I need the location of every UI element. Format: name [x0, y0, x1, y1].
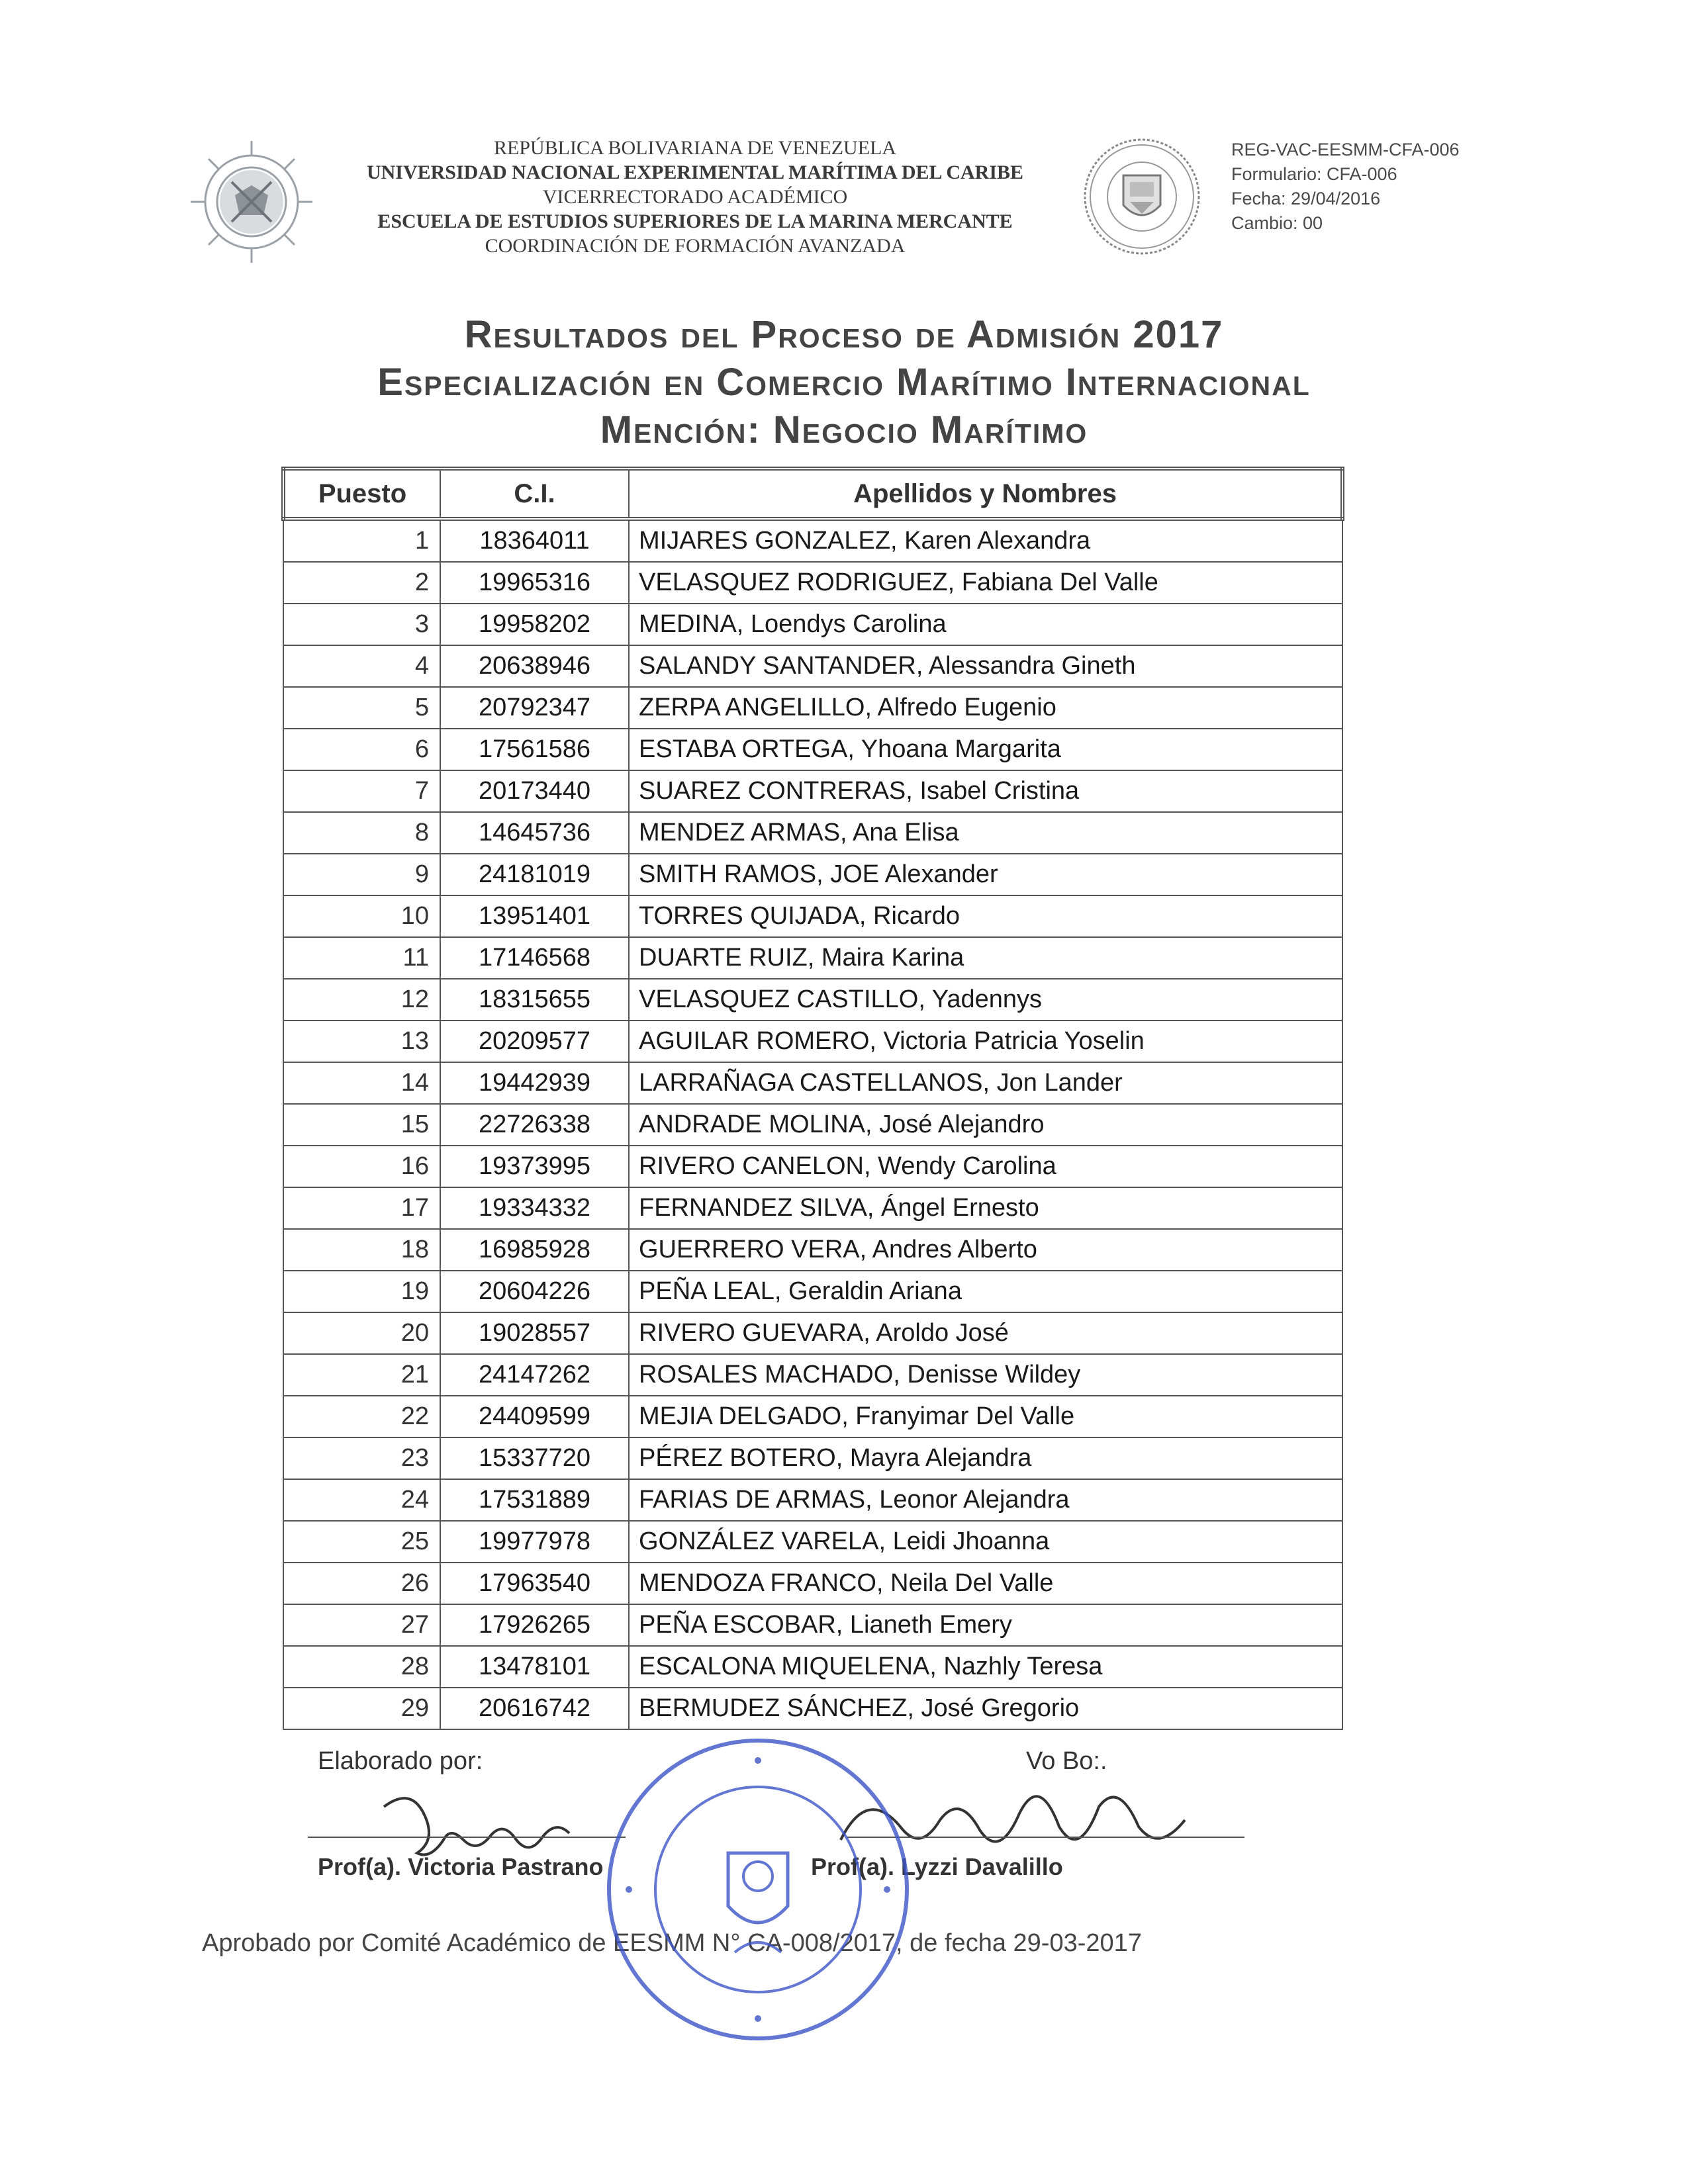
row-id-number: 19958202: [440, 604, 629, 645]
prepared-by-label: Elaborado por:: [318, 1747, 483, 1775]
row-id-number: 18315655: [440, 979, 629, 1021]
row-position: 21: [283, 1354, 440, 1396]
table-row: [283, 1563, 1342, 1604]
program-title: Especialización en Comercio Marítimo Internacional: [377, 361, 1311, 404]
table-row: [283, 687, 1342, 729]
row-full-name: LARRAÑAGA CASTELLANOS, Jon Lander: [629, 1062, 1342, 1104]
results-title: Resultados del Proceso de Admisión 2017: [464, 313, 1224, 356]
row-full-name: ROSALES MACHADO, Denisse Wildey: [629, 1354, 1342, 1396]
row-full-name: MENDOZA FRANCO, Neila Del Valle: [629, 1563, 1342, 1604]
table-row: [283, 1146, 1342, 1187]
handwritten-signature-icon: [371, 1774, 583, 1866]
row-id-number: 24409599: [440, 1396, 629, 1437]
row-id-number: 20616742: [440, 1688, 629, 1729]
row-position: 3: [283, 604, 440, 645]
table-row: [283, 1604, 1342, 1646]
row-id-number: 20604226: [440, 1271, 629, 1312]
row-id-number: 13951401: [440, 895, 629, 937]
form-code: Formulario: CFA-006: [1231, 164, 1397, 184]
row-position: 24: [283, 1479, 440, 1521]
row-full-name: ESTABA ORTEGA, Yhoana Margarita: [629, 729, 1342, 770]
row-id-number: 22726338: [440, 1104, 629, 1146]
row-id-number: 18364011: [440, 519, 629, 562]
table-row: [283, 937, 1342, 979]
header-name: Apellidos y Nombres: [629, 469, 1342, 519]
signature-line-prepared: [308, 1837, 626, 1838]
row-full-name: RIVERO GUEVARA, Aroldo José: [629, 1312, 1342, 1354]
row-id-number: 20173440: [440, 770, 629, 812]
row-position: 26: [283, 1563, 440, 1604]
table-row: [283, 604, 1342, 645]
row-full-name: PEÑA LEAL, Geraldin Ariana: [629, 1271, 1342, 1312]
row-position: 10: [283, 895, 440, 937]
republic-line: REPÚBLICA BOLIVARIANA DE VENEZUELA: [493, 137, 897, 159]
row-id-number: 17963540: [440, 1563, 629, 1604]
row-id-number: 14645736: [440, 812, 629, 854]
row-id-number: 19442939: [440, 1062, 629, 1104]
mention-title: Mención: Negocio Marítimo: [600, 408, 1088, 451]
row-full-name: MEJIA DELGADO, Franyimar Del Valle: [629, 1396, 1342, 1437]
table-row: [283, 519, 1342, 562]
header-id: C.I.: [440, 469, 629, 519]
table-row: [283, 1312, 1342, 1354]
row-full-name: AGUILAR ROMERO, Victoria Patricia Yoselin: [629, 1021, 1342, 1062]
row-position: 16: [283, 1146, 440, 1187]
row-full-name: FERNANDEZ SILVA, Ángel Ernesto: [629, 1187, 1342, 1229]
official-stamp-icon: [602, 1734, 914, 2045]
vobo-name: Prof(a). Lyzzi Davalillo: [811, 1853, 1063, 1880]
row-full-name: GONZÁLEZ VARELA, Leidi Jhoanna: [629, 1521, 1342, 1563]
table-row: [283, 1479, 1342, 1521]
row-position: 2: [283, 562, 440, 604]
row-position: 18: [283, 1229, 440, 1271]
row-full-name: FARIAS DE ARMAS, Leonor Alejandra: [629, 1479, 1342, 1521]
row-id-number: 17531889: [440, 1479, 629, 1521]
row-position: 25: [283, 1521, 440, 1563]
table-row: [283, 729, 1342, 770]
row-position: 7: [283, 770, 440, 812]
school-line: ESCUELA DE ESTUDIOS SUPERIORES DE LA MARINA MERCANTE: [377, 210, 1013, 232]
table-row: [283, 1271, 1342, 1312]
table-row: [283, 645, 1342, 687]
row-position: 8: [283, 812, 440, 854]
institution-header: [318, 136, 1072, 258]
table-row: [283, 770, 1342, 812]
row-position: 9: [283, 854, 440, 895]
row-position: 11: [283, 937, 440, 979]
row-full-name: PÉREZ BOTERO, Mayra Alejandra: [629, 1437, 1342, 1479]
register-code: REG-VAC-EESMM-CFA-006: [1231, 140, 1460, 159]
document-codes: [1231, 138, 1460, 236]
approval-note: Aprobado por Comité Académico de EESMM N° CA-008/2017, de fecha 29-03-2017: [202, 1929, 1142, 1957]
table-row: [283, 979, 1342, 1021]
row-id-number: 20209577: [440, 1021, 629, 1062]
table-header-row: [283, 469, 1342, 519]
university-maritime-seal-icon: [185, 136, 318, 268]
school-marina-mercante-seal-icon: [1082, 136, 1201, 258]
row-position: 13: [283, 1021, 440, 1062]
table-row: [283, 1187, 1342, 1229]
row-id-number: 19373995: [440, 1146, 629, 1187]
row-id-number: 20638946: [440, 645, 629, 687]
row-id-number: 13478101: [440, 1646, 629, 1688]
row-position: 29: [283, 1688, 440, 1729]
row-id-number: 19334332: [440, 1187, 629, 1229]
row-position: 14: [283, 1062, 440, 1104]
row-position: 1: [283, 519, 440, 562]
header-position: Puesto: [283, 469, 440, 519]
row-position: 28: [283, 1646, 440, 1688]
row-id-number: 15337720: [440, 1437, 629, 1479]
row-id-number: 17926265: [440, 1604, 629, 1646]
row-full-name: GUERRERO VERA, Andres Alberto: [629, 1229, 1342, 1271]
table-row: [283, 812, 1342, 854]
table-row: [283, 1688, 1342, 1729]
row-position: 27: [283, 1604, 440, 1646]
row-full-name: RIVERO CANELON, Wendy Carolina: [629, 1146, 1342, 1187]
table-row: [283, 1646, 1342, 1688]
results-table-wrapper: [281, 467, 1340, 1730]
row-id-number: 20792347: [440, 687, 629, 729]
row-full-name: ESCALONA MIQUELENA, Nazhly Teresa: [629, 1646, 1342, 1688]
change-number: Cambio: 00: [1231, 213, 1323, 233]
table-row: [283, 1521, 1342, 1563]
row-id-number: 24147262: [440, 1354, 629, 1396]
row-full-name: MENDEZ ARMAS, Ana Elisa: [629, 812, 1342, 854]
row-position: 22: [283, 1396, 440, 1437]
row-position: 4: [283, 645, 440, 687]
row-full-name: MIJARES GONZALEZ, Karen Alexandra: [629, 519, 1342, 562]
row-id-number: 19965316: [440, 562, 629, 604]
row-full-name: ANDRADE MOLINA, José Alejandro: [629, 1104, 1342, 1146]
row-full-name: ZERPA ANGELILLO, Alfredo Eugenio: [629, 687, 1342, 729]
row-full-name: VELASQUEZ RODRIGUEZ, Fabiana Del Valle: [629, 562, 1342, 604]
row-id-number: 24181019: [440, 854, 629, 895]
row-position: 20: [283, 1312, 440, 1354]
row-position: 23: [283, 1437, 440, 1479]
table-body: [283, 519, 1342, 1729]
row-position: 19: [283, 1271, 440, 1312]
table-row: [283, 562, 1342, 604]
university-line: UNIVERSIDAD NACIONAL EXPERIMENTAL MARÍTIMA DEL CARIBE: [366, 161, 1024, 183]
row-full-name: BERMUDEZ SÁNCHEZ, José Gregorio: [629, 1688, 1342, 1729]
table-row: [283, 854, 1342, 895]
results-table: [281, 467, 1344, 1730]
row-position: 17: [283, 1187, 440, 1229]
coordination-line: COORDINACIÓN DE FORMACIÓN AVANZADA: [485, 235, 906, 257]
row-full-name: SALANDY SANTANDER, Alessandra Gineth: [629, 645, 1342, 687]
table-row: [283, 1062, 1342, 1104]
row-position: 15: [283, 1104, 440, 1146]
table-row: [283, 1354, 1342, 1396]
table-row: [283, 895, 1342, 937]
row-position: 6: [283, 729, 440, 770]
table-row: [283, 1437, 1342, 1479]
row-id-number: 17561586: [440, 729, 629, 770]
row-full-name: TORRES QUIJADA, Ricardo: [629, 895, 1342, 937]
vice-rectorate-line: VICERRECTORADO ACADÉMICO: [542, 186, 848, 208]
row-id-number: 19028557: [440, 1312, 629, 1354]
row-full-name: VELASQUEZ CASTILLO, Yadennys: [629, 979, 1342, 1021]
vobo-label: Vo Bo:.: [1026, 1747, 1107, 1775]
row-full-name: DUARTE RUIZ, Maira Karina: [629, 937, 1342, 979]
row-full-name: SMITH RAMOS, JOE Alexander: [629, 854, 1342, 895]
row-id-number: 17146568: [440, 937, 629, 979]
prepared-by-name: Prof(a). Victoria Pastrano: [318, 1853, 604, 1880]
document-titles: [0, 311, 1688, 454]
row-position: 12: [283, 979, 440, 1021]
row-full-name: PEÑA ESCOBAR, Lianeth Emery: [629, 1604, 1342, 1646]
table-row: [283, 1396, 1342, 1437]
row-full-name: MEDINA, Loendys Carolina: [629, 604, 1342, 645]
row-full-name: SUAREZ CONTRERAS, Isabel Cristina: [629, 770, 1342, 812]
table-row: [283, 1104, 1342, 1146]
table-row: [283, 1229, 1342, 1271]
form-date: Fecha: 29/04/2016: [1231, 189, 1381, 208]
row-id-number: 19977978: [440, 1521, 629, 1563]
table-row: [283, 1021, 1342, 1062]
row-id-number: 16985928: [440, 1229, 629, 1271]
row-position: 5: [283, 687, 440, 729]
